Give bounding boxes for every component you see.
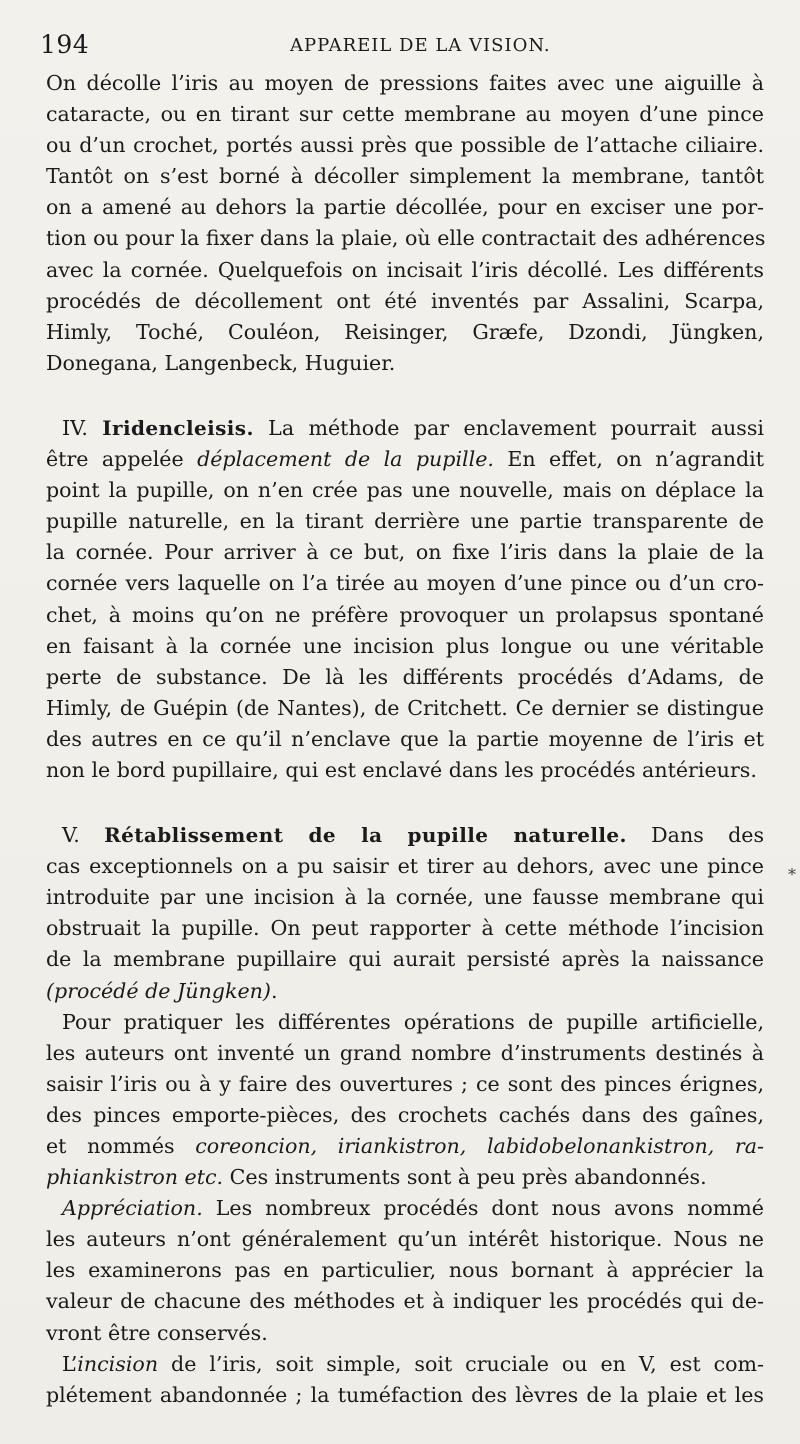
text-line: [46, 444, 764, 475]
text-fragment: et nommés: [46, 1134, 175, 1158]
text-line: des autres en ce qu’il n’enclave que la partie moyenne de l’iris et: [46, 726, 764, 751]
running-header: [40, 30, 760, 64]
text-line: Tantôt on s’est borné à décoller simplement la membrane, tantôt: [46, 164, 764, 189]
text-line: ou d’un crochet, portés aussi près que possible de l’attache ciliaire.: [46, 133, 764, 158]
text-line: pupille naturelle, en la tirant derrière une partie transparente de: [46, 509, 764, 534]
italic-term: (procédé de Jüngken): [46, 978, 271, 1003]
text-fragment: La méthode par enclavement pourrait aussi: [268, 415, 765, 440]
text-fragment: Ces instruments sont à peu près abandonnés.: [229, 1165, 707, 1190]
text-line: en faisant à la cornée une incision plus longue ou une véritable: [46, 633, 764, 658]
text-line: point la pupille, on n’en crée pas une nouvelle, mais on déplace la: [46, 478, 764, 503]
text-line: Himly, de Guépin (de Nantes), de Critchett. Ce dernier se distingue: [46, 695, 764, 720]
section-number: V.: [62, 823, 80, 848]
text-fragment: En effet, on n’agrandit: [507, 447, 764, 472]
paragraph-decollement: [46, 68, 764, 379]
text-line: cas exceptionnels on a pu saisir et tirer au dehors, avec une pince: [46, 854, 764, 879]
text-fragment: Dans des: [651, 823, 765, 848]
margin-mark: *: [788, 865, 796, 884]
section-title: Rétablissement de la pupille naturelle.: [104, 823, 627, 848]
italic-term: phiankistron etc.: [46, 1165, 224, 1190]
section-heading-line: [46, 413, 764, 444]
section-number: IV.: [62, 415, 88, 440]
text-line: des pinces emporte-pièces, des crochets cachés dans des gaînes,: [46, 1102, 764, 1127]
running-title: APPAREIL DE LA VISION.: [290, 35, 551, 56]
section-heading-line: [46, 820, 764, 851]
section-title: Iridencleisis.: [102, 415, 254, 440]
body-text: [46, 68, 764, 1411]
text-line: [46, 1162, 764, 1193]
text-fragment: Les nombreux procédés dont nous avons nommé: [215, 1196, 764, 1221]
text-line: [46, 976, 764, 1007]
text-line: chet, à moins qu’on ne préfère provoquer un prolapsus spontané: [46, 602, 764, 627]
text-line: on a amené au dehors la partie décollée, pour en exciser une por-: [46, 195, 764, 220]
text-line: cornée vers laquelle on l’a tirée au moyen d’une pince ou d’un cro-: [46, 571, 764, 596]
italic-term: coreoncion, iriankistron, labidobelonankistron, ra-: [195, 1134, 765, 1158]
text-line: de la membrane pupillaire qui aurait persisté après la naissance: [46, 947, 764, 972]
text-line: les examinerons pas en particulier, nous bornant à apprécier la: [46, 1258, 764, 1283]
text-line: avec la cornée. Quelquefois on incisait l’iris décollé. Les différents: [46, 257, 764, 282]
text-line: On décolle l’iris au moyen de pressions faites avec une aiguille à: [46, 71, 764, 95]
text-line: non le bord pupillaire, qui est enclavé dans les procédés antérieurs.: [46, 757, 757, 782]
italic-term: Appréciation.: [62, 1196, 203, 1221]
text-line: valeur de chacune des méthodes et à indiquer les procédés qui de-: [46, 1289, 764, 1314]
text-line: procédés de décollement ont été inventés par Assalini, Scarpa,: [46, 288, 764, 313]
text-line: plétement abandonnée ; la tuméfaction des lèvres de la plaie et les: [46, 1382, 764, 1407]
text-line: cataracte, ou en tirant sur cette membrane au moyen d’une pince: [46, 102, 764, 127]
text-fragment: être appelée: [46, 447, 184, 472]
text-line: [46, 1349, 764, 1380]
text-line: les auteurs n’ont généralement qu’un intérêt historique. Nous ne: [46, 1227, 764, 1252]
section-retablissement: [46, 820, 764, 1007]
text-line: la cornée. Pour arriver à ce but, on fixe l’iris dans la plaie de la: [46, 540, 764, 565]
section-iridencleisis: [46, 413, 764, 786]
text-line: tion ou pour la fixer dans la plaie, où elle contractait des adhérences: [46, 226, 766, 251]
text-line: vront être conservés.: [46, 1320, 268, 1345]
text-line: obstruait la pupille. On peut rapporter à cette méthode l’incision: [46, 916, 764, 941]
text-line: [46, 1131, 764, 1162]
text-line: les auteurs ont inventé un grand nombre d’instruments destinés à: [46, 1040, 764, 1065]
paragraph-appreciation: [46, 1193, 764, 1348]
text-fragment: de l’iris, soit simple, soit cruciale ou en V, est com-: [171, 1351, 764, 1376]
paragraph-incision: [46, 1349, 764, 1411]
paragraph-instruments: [46, 1007, 764, 1194]
text-line: Pour pratiquer les différentes opérations de pupille artificielle,: [62, 1009, 764, 1034]
text-line: introduite par une incision à la cornée, une fausse membrane qui: [46, 885, 764, 910]
page-number: 194: [40, 30, 90, 59]
text-fragment: L’: [62, 1351, 78, 1376]
text-line: perte de substance. De là les différents procédés d’Adams, de: [46, 664, 764, 689]
italic-term: déplacement de la pupille.: [197, 447, 494, 472]
italic-term: incision: [77, 1351, 159, 1376]
text-line: Himly, Toché, Couléon, Reisinger, Græfe, Dzondi, Jüngken,: [46, 319, 764, 344]
text-line: [46, 1193, 764, 1224]
text-fragment: .: [270, 978, 278, 1003]
text-line: saisir l’iris ou à y faire des ouvertures ; ce sont des pinces érignes,: [46, 1071, 764, 1096]
text-line: Donegana, Langenbeck, Huguier.: [46, 350, 396, 375]
